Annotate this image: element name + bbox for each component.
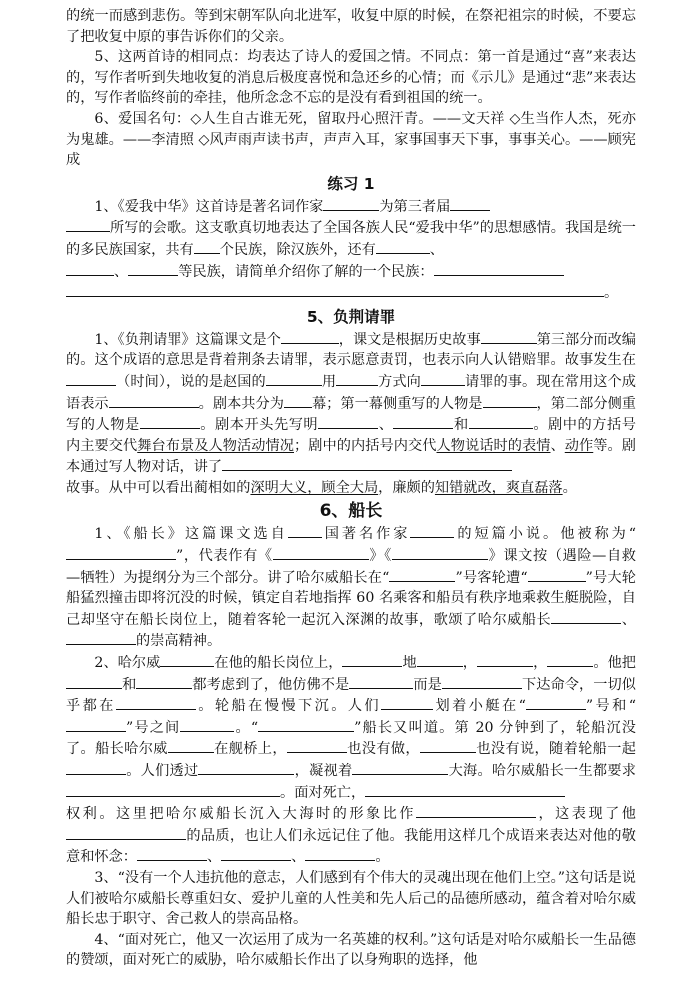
blank[interactable] (352, 760, 448, 775)
blank[interactable] (420, 738, 476, 753)
blank[interactable] (288, 523, 322, 538)
blank[interactable] (392, 545, 488, 560)
text: ；剧中的内括号内交代 (294, 437, 437, 454)
blank[interactable] (318, 414, 378, 429)
text: 》课文按（遇险—自救—牺牲）为提纲分为三个部分。讲了哈尔威船长在“ (66, 548, 636, 586)
chuanzhang-paragraph-3: 3、“没有一个人违抗他的意志，人们感到有个伟大的灵魂出现在他们上空。”这句话是说人们被哈尔威船长尊重妇女、爱护儿童的人性美和先人后己的品德所感动，蕴含着对哈尔威船长忠于职守、舍己救人的崇高品格。 (66, 869, 636, 928)
text: ”号之间 (126, 719, 181, 736)
text: 。 (562, 479, 577, 496)
blank[interactable] (323, 196, 379, 211)
blank[interactable] (481, 329, 537, 344)
text: ，凝视着 (294, 763, 353, 779)
text: 、 (550, 437, 565, 454)
text: 用 (321, 373, 337, 390)
text: 。面对死亡， (280, 784, 366, 801)
exercise-1-paragraph (66, 196, 636, 304)
blank[interactable] (66, 217, 110, 232)
text: 1、《船长》这篇课文选自 (94, 526, 288, 543)
text: 、 (621, 611, 636, 628)
text: 请罪的事。现在常用这个成语表示 (66, 373, 636, 412)
text: 。他把 (593, 655, 636, 672)
text: 幕；第一幕侧重写的人物是 (311, 395, 483, 412)
blank[interactable] (528, 567, 586, 582)
blank[interactable] (66, 630, 136, 645)
text: 都考虑到了，他仿佛不是 (192, 676, 350, 693)
paragraph-item-6: 6、爱国名句：◇人生自古谁无死，留取丹心照汗青。——文天祥 ◇生当作人杰，死亦为鬼雄。——李清照 ◇风声雨声读书声，声声入耳，家事国事天下事，事事关心。——顾宪成 (66, 110, 636, 169)
chuanzhang-paragraph-4: 4、“面对死亡，他又一次运用了成为一名英雄的权利。”这句话是对哈尔威船长一生品德的赞颂，面对死亡的威胁，哈尔威船长作出了以身殉职的选择，他 (66, 931, 636, 969)
text: 也没有说，随着轮船一起 (475, 741, 636, 758)
paragraph-item-5: 5、这两首诗的相同点：均表达了诗人的爱国之情。不同点：第一首是通过“喜”来表达的，写作者听到失地收复的消息后极度喜悦和急还乡的心情；而《示儿》是通过“悲”来表达的，写作者临终前的牵挂，他所念念不忘的是没有看到祖国的统一。 (66, 49, 636, 107)
text: 在他的船长岗位上， (214, 655, 343, 672)
blank[interactable] (416, 803, 536, 818)
blank[interactable] (194, 239, 220, 254)
text: 等。剧本通过写人物对话，讲了 (66, 437, 636, 476)
text: 下达命令，一切似乎都在 (66, 676, 636, 715)
text: 1、《爱我中华》这首诗是著名词作家 (94, 198, 324, 215)
blank[interactable] (469, 414, 533, 429)
blank[interactable] (66, 674, 122, 689)
text: 。轮船在慢慢下沉。人们 (195, 698, 382, 715)
blank[interactable] (421, 371, 465, 386)
text: ”号客轮遭“ (455, 569, 528, 586)
text: 权利。这里把哈尔威船长沉入大海时的形象比作 (66, 806, 416, 823)
blank[interactable] (376, 239, 430, 254)
blank[interactable] (273, 545, 369, 560)
section-title-chuanzhang: 6、船长 (319, 501, 383, 522)
underlined-answer: 深明大义，顾全大局 (250, 479, 379, 496)
text: 。剧本开头先写明 (199, 417, 319, 434)
blank[interactable] (389, 567, 455, 582)
blank[interactable] (434, 261, 564, 276)
blank[interactable] (66, 782, 280, 797)
blank[interactable] (66, 545, 176, 560)
text: 的品质，也让人们永远记住了他。我能用这样几个成语来表达对他的敬意和怀念： (66, 827, 636, 866)
blank[interactable] (477, 652, 533, 667)
text: 。 (604, 285, 619, 302)
blank[interactable] (305, 846, 375, 861)
blank[interactable] (66, 261, 114, 276)
blank[interactable] (393, 414, 453, 429)
text: 而是 (413, 676, 442, 693)
blank[interactable] (336, 371, 378, 386)
text: 地 (402, 655, 417, 672)
text: 1、《负荆请罪》这篇课文是个 (94, 331, 281, 348)
text: 为第三者届 (379, 198, 451, 215)
text: 故事。从中可以看出蔺相如的 (66, 479, 251, 496)
blank[interactable] (410, 523, 454, 538)
underlined-answer: 知错就改，爽直磊落 (434, 479, 563, 496)
blank[interactable] (140, 414, 200, 429)
text: 、 (291, 849, 306, 866)
text: ，第二部分侧重写的人物是 (66, 395, 636, 434)
underlined-answer: 动作 (564, 437, 594, 454)
blank[interactable] (417, 652, 463, 667)
chuanzhang-paragraph-1 (66, 523, 636, 652)
text: 和 (122, 676, 137, 693)
text: ， (462, 655, 478, 672)
text: 第三部分而改编的。这个成语的意思是背着荆条去请罪，表示愿意责罚，也表示向人认错赔罪。故事发生在 (66, 331, 636, 369)
text: 。人们透过 (126, 763, 199, 779)
text: ，课文是根据历史故事 (338, 331, 481, 348)
underlined-answer: 舞台布景及人物活动情况 (137, 437, 294, 454)
text: 等民族，请简单介绍你了解的一个民族： (178, 263, 434, 280)
blank[interactable] (116, 695, 196, 710)
text: 大海。哈尔威船长一生都要求 (448, 763, 636, 779)
blank[interactable] (547, 652, 593, 667)
text: 的短篇小说。他被称为“ (454, 526, 636, 543)
paragraph-continuation: 的统一而感到悲伤。等到宋朝军队向北进军，收复中原的时候，在祭祀祖宗的时候，不要忘了把收复中原的事告诉你们的父亲。 (66, 8, 636, 45)
blank[interactable] (349, 674, 413, 689)
blank[interactable] (483, 393, 537, 408)
blank[interactable] (168, 738, 214, 753)
text: ， (533, 655, 548, 672)
text: 、 (429, 241, 444, 258)
blank[interactable] (66, 371, 116, 386)
blank[interactable] (365, 782, 565, 797)
text: 、 (206, 849, 222, 866)
blank[interactable] (198, 760, 294, 775)
text: 方式向 (378, 373, 421, 390)
blank[interactable] (66, 717, 126, 732)
blank[interactable] (284, 393, 312, 408)
blank[interactable] (222, 456, 512, 471)
text: 。剧中的方括号内主要交代 (66, 417, 636, 454)
text: ，这表现了他 (535, 806, 636, 823)
text: 国著名作家 (321, 526, 411, 543)
blank[interactable] (526, 695, 586, 710)
blank[interactable] (281, 329, 339, 344)
blank[interactable] (136, 674, 192, 689)
blank[interactable] (442, 674, 522, 689)
text: 。“ (234, 719, 259, 736)
blank[interactable] (342, 652, 402, 667)
blank[interactable] (180, 717, 234, 732)
section-title-exercise-1: 练习 1 (327, 174, 375, 193)
text: 2、哈尔威 (94, 655, 161, 672)
text: 、 (114, 263, 129, 280)
blank[interactable] (160, 652, 214, 667)
text: 所写的会歌。这支歌真切地表达了全国各族人民“爱我中华”的思想感情。我国是统一的多民族国家，共有 (66, 220, 636, 258)
blank[interactable] (221, 846, 291, 861)
blank[interactable] (287, 738, 347, 753)
text: 个民族，除汉族外，还有 (219, 241, 376, 258)
blank-line[interactable] (66, 282, 604, 297)
blank[interactable] (266, 371, 322, 386)
chuanzhang-paragraph-2 (66, 652, 636, 868)
text: 和 (453, 417, 469, 434)
text: 的崇高精神。 (136, 633, 222, 650)
text: ”船长又叫道。第 20 分钟到了，轮船沉没了。船长哈尔威 (66, 719, 636, 758)
blank[interactable] (109, 393, 199, 408)
text: （时间），说的是赵国的 (116, 373, 266, 390)
fujing-paragraph (66, 329, 636, 499)
blank[interactable] (258, 717, 354, 732)
text: 》《 (368, 548, 392, 565)
text: 划着小艇在“ (433, 698, 526, 715)
text: 。剧本共分为 (198, 395, 284, 412)
blank[interactable] (450, 196, 490, 211)
blank[interactable] (551, 609, 621, 624)
text: ”号和“ (585, 698, 636, 715)
blank[interactable] (137, 846, 207, 861)
blank[interactable] (66, 825, 186, 840)
text: 也没有做， (346, 741, 420, 758)
text: 、 (378, 417, 394, 434)
blank[interactable] (381, 695, 433, 710)
blank[interactable] (66, 760, 126, 775)
underlined-answer: 人物说话时的表情 (436, 437, 551, 454)
text: ，廉颇的 (378, 479, 435, 496)
blank[interactable] (128, 261, 178, 276)
text: 。 (375, 849, 390, 866)
text: 在舰桥上， (213, 741, 287, 758)
section-title-fujing: 5、负荆请罪 (306, 307, 396, 326)
text: ”，代表作有《 (176, 548, 273, 565)
text: ”号大轮船猛烈撞击即将沉没的时候，镇定自若地指挥 60 名乘客和船员有秩序地乘救生艇脱险，自己却坚守在船长岗位上，随着客轮一起沉入深渊的故事，歌颂了哈尔威船长 (66, 569, 636, 628)
